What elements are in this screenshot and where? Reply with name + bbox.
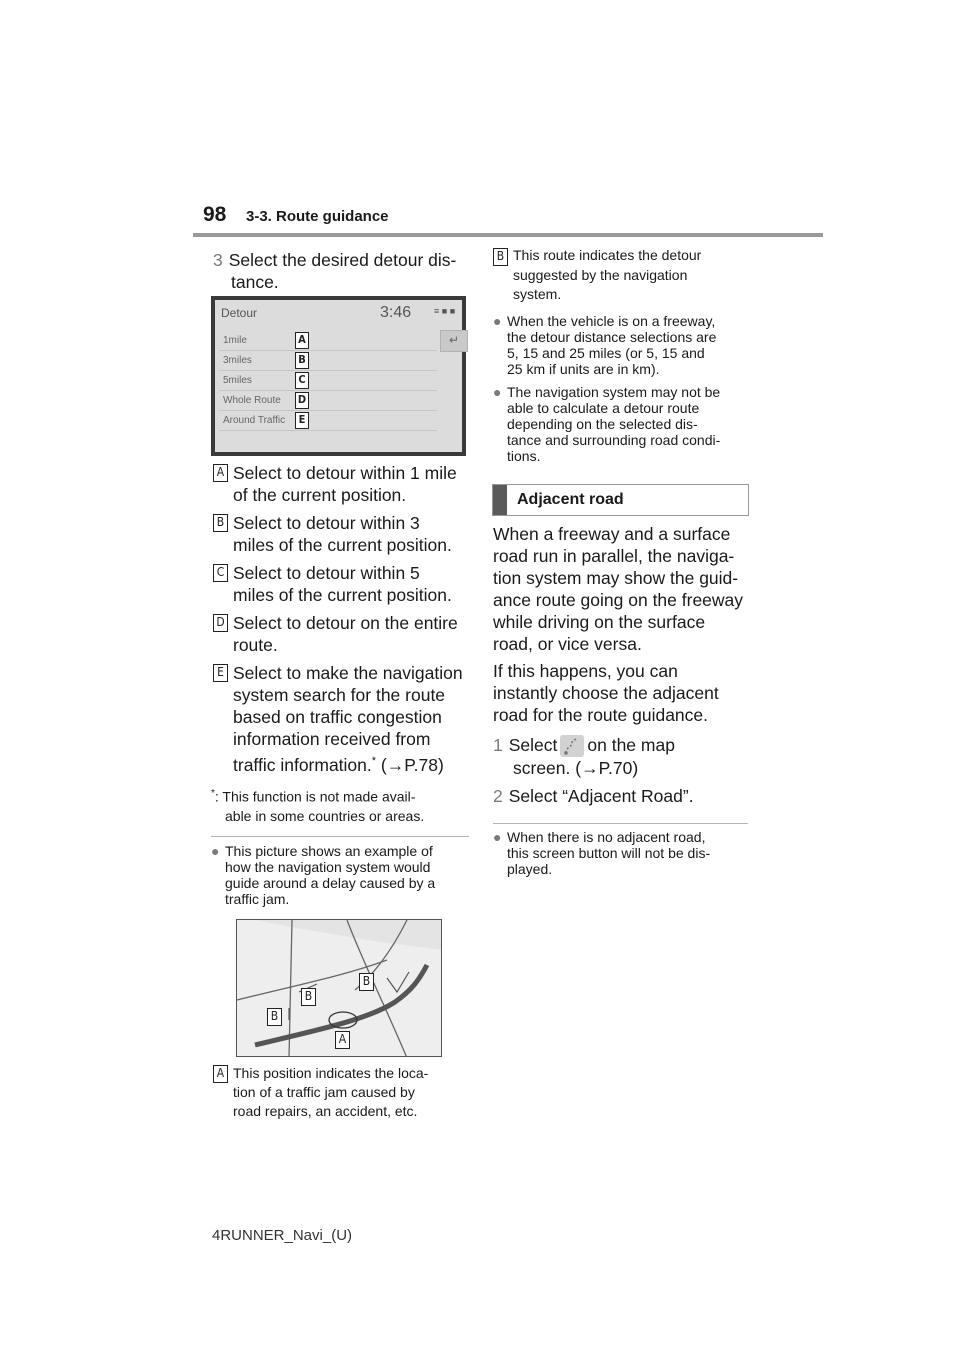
legend-line: This position indicates the loca- xyxy=(233,1065,429,1081)
bullet-icon: ● xyxy=(211,843,220,859)
note-line: 25 km if units are in km). xyxy=(507,361,660,377)
adjacent-road-heading xyxy=(492,484,749,516)
back-icon: ↵ xyxy=(448,333,460,347)
map-label-b: B xyxy=(301,988,316,1006)
detour-screen-image xyxy=(211,296,466,456)
adjacent-para-1 xyxy=(493,523,763,655)
bullet-icon: ● xyxy=(493,384,502,400)
map-label-b: B xyxy=(359,973,374,991)
note-line: When there is no adjacent road, xyxy=(507,829,706,845)
para-line: road run in parallel, the naviga- xyxy=(493,546,735,566)
note-line: traffic jam. xyxy=(225,891,290,907)
step-number: 2 xyxy=(493,786,503,806)
callout-badge: E xyxy=(295,412,309,429)
note-line: When the vehicle is on a freeway, xyxy=(507,313,716,329)
detour-option-around-traffic[interactable] xyxy=(219,411,437,431)
para-line: while driving on the surface xyxy=(493,612,706,632)
callout-badge: B xyxy=(295,352,309,369)
footnote-line: : This function is not made avail- xyxy=(214,788,416,805)
step-number: 1 xyxy=(493,735,503,755)
desc-line: miles of the current position. xyxy=(233,535,452,555)
note-line: 5, 15 and 25 miles (or 5, 15 and xyxy=(507,345,705,361)
section-title: 3-3. Route guidance xyxy=(246,208,389,225)
footer-code: 4RUNNER_Navi_(U) xyxy=(212,1227,353,1244)
note-line: depending on the selected dis- xyxy=(507,416,698,432)
row-label: 1mile xyxy=(223,335,247,346)
adjacent-step-1 xyxy=(493,734,763,779)
callout-badge: D xyxy=(295,392,309,409)
desc-line: Select to detour within 1 mile xyxy=(233,463,457,483)
header-rule xyxy=(193,233,823,237)
map-label-b: B xyxy=(267,1008,282,1026)
legend-line: This route indicates the detour xyxy=(513,247,702,263)
desc-line: system search for the route xyxy=(233,685,446,705)
note-calculate xyxy=(493,384,753,464)
bullet-icon: ● xyxy=(493,313,502,329)
status-icons: ≡ ■ ■ xyxy=(434,306,456,316)
desc-line: miles of the current position. xyxy=(233,585,452,605)
badge-d: D xyxy=(213,614,228,632)
badge-a: A xyxy=(213,1065,228,1083)
para-line: road, or vice versa. xyxy=(493,634,642,654)
note-divider xyxy=(211,836,469,837)
note-line: tance and surrounding road condi- xyxy=(507,432,721,448)
desc-line: Select to make the navigation xyxy=(233,663,463,683)
callout-badge: C xyxy=(295,372,309,389)
badge-a: A xyxy=(213,464,228,482)
footnote xyxy=(211,784,424,826)
badge-b: B xyxy=(493,248,508,266)
desc-line: information received from xyxy=(233,729,431,749)
callout-badge: A xyxy=(295,332,309,349)
detour-option-5miles[interactable] xyxy=(219,371,437,391)
step-3 xyxy=(213,249,473,293)
badge-e: E xyxy=(213,664,228,682)
note-line: This picture shows an example of xyxy=(225,843,433,859)
legend-line: system. xyxy=(513,286,562,302)
para-line: road for the route guidance. xyxy=(493,705,709,725)
footnote-mark: * xyxy=(371,755,377,767)
row-label: Whole Route xyxy=(223,395,281,406)
desc-line: based on traffic congestion xyxy=(233,707,442,727)
back-button[interactable] xyxy=(440,330,468,352)
row-label: 5miles xyxy=(223,375,252,386)
note-line: guide around a delay caused by a xyxy=(225,875,436,891)
page-reference: (→P.78) xyxy=(380,754,444,775)
note-line: tions. xyxy=(507,448,541,464)
step-text-line2: screen. (→P.70) xyxy=(513,758,639,779)
para-line: When a freeway and a surface xyxy=(493,524,731,544)
detour-option-1mile[interactable] xyxy=(219,331,437,351)
desc-line: Select to detour within 3 xyxy=(233,513,420,533)
desc-line: of the current position. xyxy=(233,485,407,505)
step-text-line1: Select the desired detour dis- xyxy=(228,250,457,270)
para-line: If this happens, you can xyxy=(493,661,678,681)
step-text: Select “Adjacent Road”. xyxy=(508,786,694,806)
footnote-line: able in some countries or areas. xyxy=(225,807,425,824)
detour-screen xyxy=(215,300,462,452)
step-text-line2: tance. xyxy=(231,272,279,292)
legend-line: tion of a traffic jam caused by xyxy=(233,1084,415,1100)
map-illustration xyxy=(236,919,442,1057)
note-line: the detour distance selections are xyxy=(507,329,717,345)
map-label-a: A xyxy=(335,1031,350,1049)
para-line: ance route going on the freeway xyxy=(493,590,744,610)
footnote-star: * xyxy=(211,788,215,799)
step-text: Select xyxy=(508,735,558,755)
note-divider xyxy=(493,823,748,824)
badge-b: B xyxy=(213,514,228,532)
screen-title: Detour xyxy=(221,306,258,320)
badge-c: C xyxy=(213,564,228,582)
row-label: Around Traffic xyxy=(223,415,286,426)
para-line: tion system may show the guid- xyxy=(493,568,739,588)
legend-line: suggested by the navigation xyxy=(513,266,688,283)
adjacent-para-2 xyxy=(493,660,763,726)
row-label: 3miles xyxy=(223,355,252,366)
note-line: The navigation system may not be xyxy=(507,384,721,400)
heading-label: Adjacent road xyxy=(517,491,624,508)
heading-swatch xyxy=(493,485,507,515)
screen-clock: 3:46 xyxy=(380,304,412,321)
desc-line: Select to detour on the entire xyxy=(233,613,458,633)
note-line: able to calculate a detour route xyxy=(507,400,700,416)
detour-option-3miles[interactable] xyxy=(219,351,437,371)
note-line: played. xyxy=(507,861,553,877)
route-options-icon xyxy=(560,735,584,757)
step-text: on the map xyxy=(587,735,675,755)
picture-note xyxy=(211,843,471,907)
legend-line: road repairs, an accident, etc. xyxy=(233,1103,418,1119)
step-number: 3 xyxy=(213,250,223,270)
adjacent-step-2 xyxy=(493,785,763,807)
note-line: how the navigation system would xyxy=(225,859,431,875)
note-no-adjacent xyxy=(493,829,753,877)
desc-line: Select to detour within 5 xyxy=(233,563,420,583)
desc-line: route. xyxy=(233,635,278,655)
note-line: this screen button will not be dis- xyxy=(507,845,711,861)
desc-line: traffic information. xyxy=(233,754,372,775)
bullet-icon: ● xyxy=(493,829,502,845)
para-line: instantly choose the adjacent xyxy=(493,683,719,703)
detour-option-whole-route[interactable] xyxy=(219,391,437,411)
note-freeway xyxy=(493,313,753,377)
page-number: 98 xyxy=(203,203,227,226)
